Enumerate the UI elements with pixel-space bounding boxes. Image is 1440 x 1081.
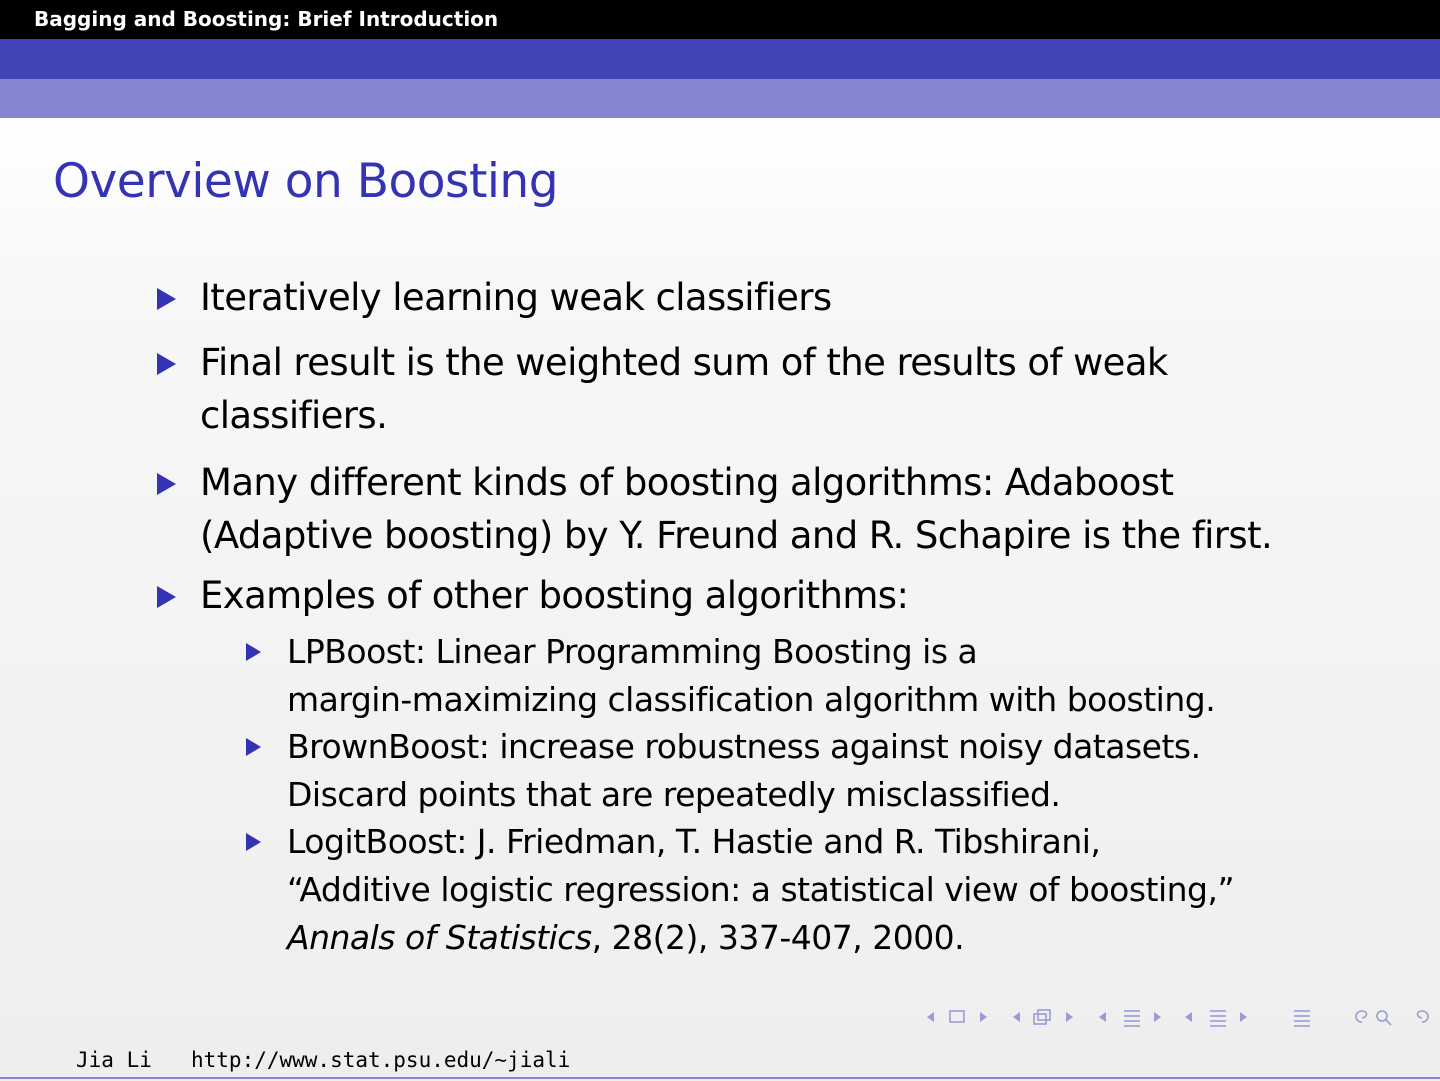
header-band-dark (0, 39, 1440, 79)
next-frame-icon (980, 1012, 987, 1022)
prev-section-icon (1099, 1012, 1106, 1022)
next-document-icon (1240, 1012, 1247, 1022)
footer-url[interactable]: http://www.stat.psu.edu/∼jiali (191, 1048, 571, 1072)
subbullet-1 (287, 628, 1407, 724)
subbullet-2-line-2: Discard points that are repeatedly misclassified. (287, 775, 1061, 814)
next-section-icon (1154, 1012, 1161, 1022)
prev-frame-icon (927, 1012, 934, 1022)
bullet-2-line-1: Final result is the weighted sum of the results of weak (200, 341, 1168, 384)
bullet-4 (200, 569, 1400, 622)
footer-author[interactable]: Jia Li (76, 1048, 152, 1072)
subbullet-marker-icon (246, 643, 261, 661)
footer (76, 1046, 571, 1074)
subbullet-3-line-1: LogitBoost: J. Friedman, T. Hastie and R. Tibshirani, (287, 822, 1101, 861)
subbullet-marker-icon (246, 833, 261, 851)
bullet-3-line-2: (Adaptive boosting) by Y. Freund and R. Schapire is the first. (200, 514, 1273, 557)
presentation-title[interactable]: Bagging and Boosting: Brief Introduction (34, 7, 499, 31)
journal-name: Annals of Statistics (287, 918, 592, 957)
document-icon (1210, 1011, 1226, 1026)
frame-icon (950, 1011, 964, 1022)
header-band-light (0, 79, 1440, 118)
navigation-icons (922, 1004, 1432, 1032)
bullet-1-line-1: Iteratively learning weak classifiers (200, 276, 832, 319)
slide-title: Overview on Boosting (53, 154, 559, 209)
back-icon (1356, 1011, 1367, 1022)
prev-subsection-icon (1013, 1012, 1020, 1022)
navigation-bar (922, 1004, 1432, 1032)
subbullet-2-line-1: BrownBoost: increase robustness against noisy datasets. (287, 727, 1201, 766)
next-subsection-icon (1066, 1012, 1073, 1022)
section-icon (1124, 1011, 1140, 1026)
bullet-marker-icon (157, 473, 176, 495)
forward-icon (1418, 1011, 1429, 1022)
footer-rule (0, 1077, 1440, 1079)
subbullet-3-line-3 (287, 914, 1407, 962)
search-icon (1377, 1011, 1391, 1025)
bullet-marker-icon (157, 586, 176, 608)
subbullet-marker-icon (246, 738, 261, 756)
subbullet-1-line-1: LPBoost: Linear Programming Boosting is a (287, 632, 978, 671)
bullet-2-line-2: classifiers. (200, 394, 388, 437)
bullet-2 (200, 336, 1400, 442)
align-icon (1294, 1011, 1310, 1026)
subbullet-3 (287, 818, 1407, 962)
subbullet-3-line-2: “Additive logistic regression: a statistical view of boosting,” (287, 870, 1235, 909)
bullet-marker-icon (157, 288, 176, 310)
bullet-3 (200, 456, 1400, 562)
subbullet-2 (287, 723, 1407, 819)
subbullet-1-line-2: margin-maximizing classification algorithm with boosting. (287, 680, 1216, 719)
bullet-marker-icon (157, 353, 176, 375)
bullet-3-line-1: Many different kinds of boosting algorithms: Adaboost (200, 461, 1174, 504)
bullet-1 (200, 271, 1400, 324)
subsection-icon (1034, 1010, 1050, 1024)
citation-details: , 28(2), 337-407, 2000. (591, 918, 965, 957)
bullet-4-line-1: Examples of other boosting algorithms: (200, 574, 909, 617)
prev-document-icon (1185, 1012, 1192, 1022)
